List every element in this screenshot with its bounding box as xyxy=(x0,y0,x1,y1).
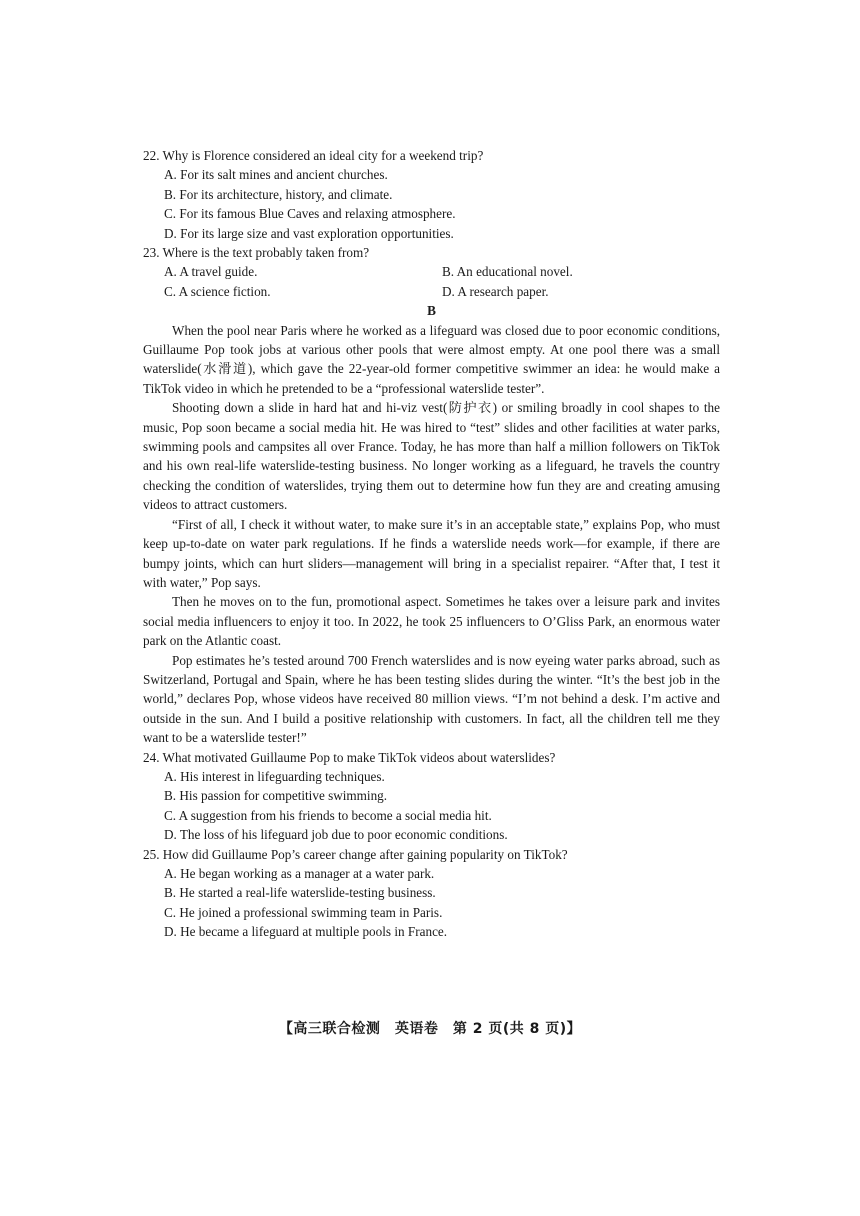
question-25-option-c: C. He joined a professional swimming team in Paris. xyxy=(164,904,443,920)
passage-paragraph-2: Shooting down a slide in hard hat and hi-viz vest(防护衣) or smiling broadly in cool shapes to the music, Pop soon became a social media hit. He was hired to “test” slides and other facilities at water parks, swimming pools and campsites all over France. Today, he has more than half a million followers on TikTok and his own real-life waterslide-testing business. No longer working as a lifeguard, he travels the country checking the condition of waterslides, trying them out to determine how fun they are and creating amusing videos to attract customers. xyxy=(143,400,720,513)
question-23-options-row-1 xyxy=(143,262,720,281)
question-24-option-c: C. A suggestion from his friends to become a social media hit. xyxy=(164,807,492,823)
question-22-option-a: A. For its salt mines and ancient churches. xyxy=(164,167,388,183)
passage-paragraph-4: Then he moves on to the fun, promotional aspect. Sometimes he takes over a leisure park and invites social media influencers to enjoy it too. In 2022, he took 25 influencers to O’Gliss Park, an enormous water park on the Atlantic coast. xyxy=(143,594,720,649)
question-25-option-d: D. He became a lifeguard at multiple pools in France. xyxy=(164,924,448,940)
passage-paragraph-5: Pop estimates he’s tested around 700 French waterslides and is now eyeing water parks abroad, such as Switzerland, Portugal and Spain, where he has been testing slides during the winter. “It’s the best job in the world,” declares Pop, whose videos have received 80 million views. “I’m not behind a desk. I’m active and outside in the sun. And I build a positive relationship with customers. In fact, all the children tell me they want to be a waterslide tester!” xyxy=(143,652,720,746)
question-22-option-b: B. For its architecture, history, and climate. xyxy=(164,186,393,202)
question-25-option-b: B. He started a real-life waterslide-testing business. xyxy=(164,885,436,901)
question-23-stem: 23. Where is the text probably taken from? xyxy=(143,245,370,261)
passage-paragraph-3: “First of all, I check it without water, to make sure it’s in an acceptable state,” explains Pop, who must keep up-to-date on water park regulations. If he finds a waterslide needs work—for example, if there are bumpy joints, which can hurt sliders—management will bring in a specialist repairer. “After that, I test it with water,” Pop says. xyxy=(143,516,720,590)
question-23-option-c: C. A science fiction. xyxy=(164,283,271,299)
question-24-option-a: A. His interest in lifeguarding techniques. xyxy=(164,768,385,784)
question-23 xyxy=(143,243,720,301)
question-24-option-d: D. The loss of his lifeguard job due to poor economic conditions. xyxy=(164,827,508,843)
question-25-stem: 25. How did Guillaume Pop’s career change after gaining popularity on TikTok? xyxy=(143,846,568,862)
question-24 xyxy=(143,748,720,845)
question-24-stem: 24. What motivated Guillaume Pop to make TikTok videos about waterslides? xyxy=(143,749,556,765)
question-24-option-b: B. His passion for competitive swimming. xyxy=(164,788,388,804)
question-25-option-a: A. He began working as a manager at a water park. xyxy=(164,866,435,882)
question-23-option-a: A. A travel guide. xyxy=(164,264,258,280)
page-content xyxy=(143,146,720,942)
section-b-label: B xyxy=(427,303,436,319)
question-22-option-d: D. For its large size and vast exploration opportunities. xyxy=(164,225,454,241)
question-23-option-b: B. An educational novel. xyxy=(442,264,573,280)
question-23-option-d: D. A research paper. xyxy=(442,283,549,299)
page-footer: 【高三联合检测 英语卷 第 2 页(共 8 页)】 xyxy=(278,1021,582,1037)
question-23-options-row-2 xyxy=(143,282,720,301)
passage-b xyxy=(143,321,720,748)
question-22-option-c: C. For its famous Blue Caves and relaxing atmosphere. xyxy=(164,206,456,222)
question-22-stem: 22. Why is Florence considered an ideal city for a weekend trip? xyxy=(143,148,484,163)
passage-paragraph-1: When the pool near Paris where he worked as a lifeguard was closed due to poor economic conditions, Guillaume Pop took jobs at various other pools that were almost empty. At one pool there was a small waterslide(水滑道), which gave the 22-year-old former competitive swimmer an idea: he would make a TikTok video in which he pretended to be a “professional waterslide tester”. xyxy=(143,322,720,396)
question-25 xyxy=(143,845,720,942)
question-22 xyxy=(143,146,720,243)
